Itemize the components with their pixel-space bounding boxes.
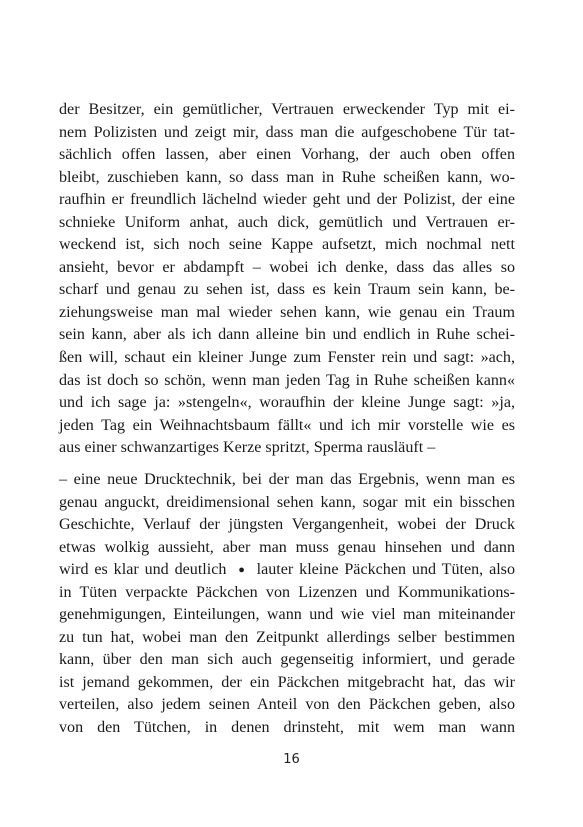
text-line: – eine neue Drucktechnik, bei der man das Ergebnis, wenn man es xyxy=(59,471,515,488)
text-line: kann, über den man sich auch gegenseitig informiert, und gerade xyxy=(59,651,515,669)
bullet-dot-icon: ● xyxy=(238,564,245,577)
paragraph-1 xyxy=(59,99,515,460)
text-line: und ich sage ja: »stengeln«, woraufhin der kleine Junge sagt: »ja, xyxy=(59,394,515,412)
text-line: nem Polizisten und zeigt mir, dass man die aufgeschobene Tür tat- xyxy=(59,123,515,141)
text-line: etwas wolkig aussieht, aber man muss genau hinsehen und dann xyxy=(59,538,515,556)
text-line: Geschichte, Verlauf der jüngsten Vergangenheit, wobei der Druck xyxy=(59,516,515,534)
text-line: ziehungsweise man mal wieder sehen kann, wie genau ein Traum xyxy=(59,303,515,321)
page-number: 16 xyxy=(283,752,300,767)
text-line: ßen will, schaut ein kleiner Junge zum Fenster rein und sagt: »ach, xyxy=(59,349,515,367)
text-line: ansieht, bevor er abdampft – wobei ich denke, dass das alles so xyxy=(59,258,515,276)
bullet-line-after: lauter kleine Päckchen und Tüten, also xyxy=(256,561,515,579)
text-line: in Tüten verpackte Päckchen von Lizenzen und Kommunikations- xyxy=(59,583,515,601)
text-line: der Besitzer, ein gemütlicher, Vertrauen erweckender Typ mit ei- xyxy=(59,101,515,118)
text-line: jeden Tag ein Weihnachtsbaum fällt« und ich mir vorstelle wie es xyxy=(59,416,515,434)
text-line: sächlich offen lassen, aber einen Vorhang, der auch oben offen xyxy=(59,146,515,164)
text-line: schnieke Uniform anhat, auch dick, gemütlich und Vertrauen er- xyxy=(59,213,515,231)
text-line: zu tun hat, wobei man den Zeitpunkt allerdings selber bestimmen xyxy=(59,628,515,646)
bullet-line-before: wird es klar und deutlich xyxy=(59,561,227,579)
text-line: genehmigungen, Einteilungen, wann und wie viel man miteinander xyxy=(59,606,515,624)
text-line: scharf und genau zu sehen ist, dass es kein Traum sein kann, be- xyxy=(59,281,515,299)
paragraph-2 xyxy=(59,469,515,740)
text-line: weckend ist, sich noch seine Kappe aufsetzt, mich nochmal nett xyxy=(59,236,515,254)
text-line: das ist doch so schön, wenn man jeden Tag in Ruhe scheißen kann« xyxy=(59,371,515,389)
text-line: ist jemand gekommen, der ein Päckchen mitgebracht hat, das wir xyxy=(59,673,515,691)
text-line: sein kann, aber als ich dann alleine bin und endlich in Ruhe schei- xyxy=(59,326,515,344)
text-line: raufhin er freundlich lächelnd wieder geht und der Polizist, der eine xyxy=(59,191,515,209)
text-line: verteilen, also jedem seinen Anteil von den Päckchen geben, also xyxy=(59,696,515,714)
text-line: bleibt, zuschieben kann, so dass man in Ruhe scheißen kann, wo- xyxy=(59,168,515,186)
text-line: genau anguckt, dreidimensional sehen kann, sogar mit ein bisschen xyxy=(59,493,515,511)
text-line: von den Tütchen, in denen drinsteht, mit wem man wann xyxy=(59,719,515,737)
text-line-with-bullet xyxy=(59,559,515,582)
text-line: aus einer schwanzartiges Kerze spritzt, Sperma rausläuft – xyxy=(59,439,436,457)
